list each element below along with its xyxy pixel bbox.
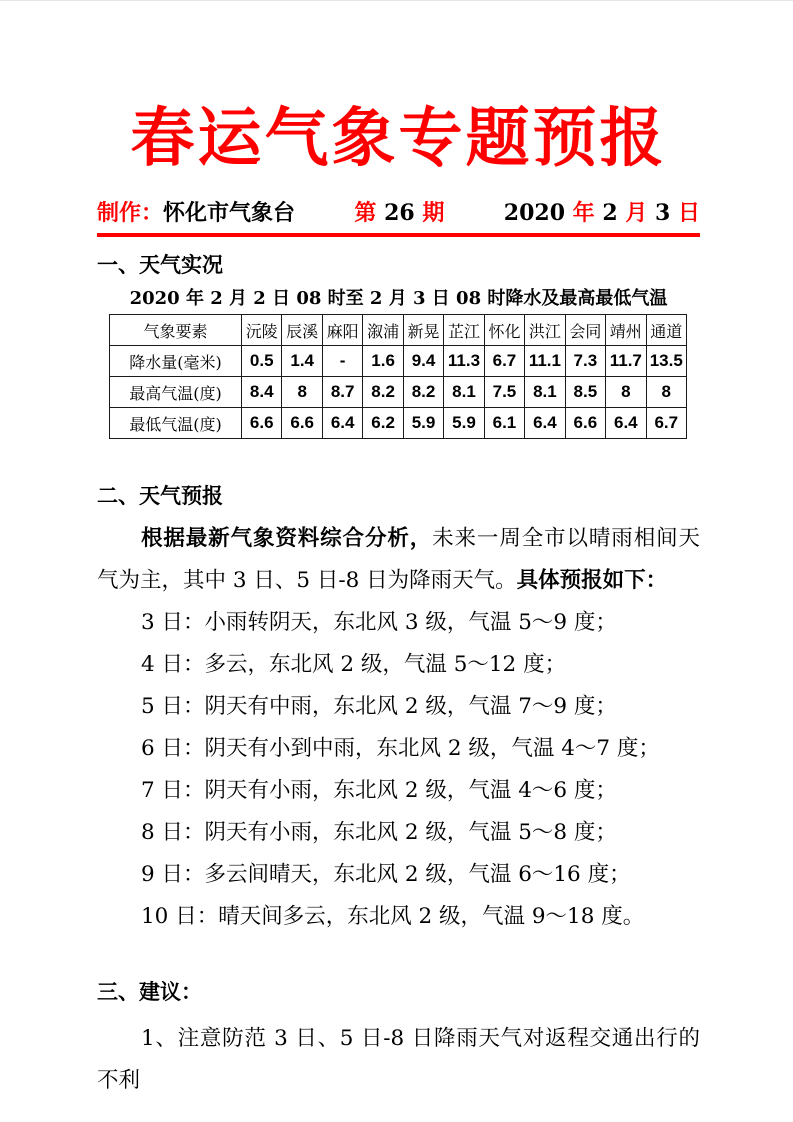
- header-station-name: 怀化: [484, 315, 524, 346]
- cell-value: 8: [282, 377, 322, 408]
- cell-value: 6.4: [322, 408, 362, 439]
- forecast-day-line: 5 日：阴天有中雨，东北风 2 级，气温 7～9 度；: [141, 694, 617, 719]
- header-station-name: 洪江: [525, 315, 565, 346]
- cell-value: 5.9: [403, 408, 443, 439]
- header-station-name: 溆浦: [363, 315, 403, 346]
- cell-value: 8.5: [565, 377, 605, 408]
- forecast-day-line: 4 日：多云，东北风 2 级，气温 5～12 度；: [141, 652, 567, 677]
- text-segment: 26: [384, 200, 415, 226]
- text-segment: 怀化市气象台: [163, 200, 296, 226]
- text-segment: 2020: [503, 200, 573, 226]
- row-label: 降水量(毫米): [110, 346, 242, 377]
- text-segment: 3: [647, 200, 678, 226]
- cell-value: 13.5: [646, 346, 686, 377]
- cell-value: 11.3: [444, 346, 484, 377]
- forecast-day-line: 10 日：晴天间多云，东北风 2 级，气温 9～18 度。: [141, 904, 645, 929]
- suggestion-line: 1、注意防范 3 日、5 日-8 日降雨天气对返程交通出行的不利: [97, 1026, 700, 1093]
- cell-value: 6.6: [242, 408, 282, 439]
- header-station-name: 会同: [565, 315, 605, 346]
- text-segment: 月: [625, 200, 648, 226]
- cell-value: 8.2: [403, 377, 443, 408]
- table-header-row: [110, 315, 687, 346]
- producer-line: [97, 200, 295, 226]
- header-station-name: 通道: [646, 315, 686, 346]
- cell-value: 8.1: [525, 377, 565, 408]
- forecast-day-line: 6 日：阴天有小到中雨，东北风 2 级，气温 4～7 度；: [141, 736, 660, 761]
- section-heading-forecast: 二、天气预报: [97, 485, 223, 508]
- header-station-name: 靖州: [606, 315, 646, 346]
- cell-value: 6.7: [484, 346, 524, 377]
- header-station-name: 新晃: [403, 315, 443, 346]
- weather-table: [109, 314, 687, 439]
- forecast-intro-paragraph: [97, 518, 700, 602]
- cell-value: 11.1: [525, 346, 565, 377]
- table-row: [110, 377, 687, 408]
- table-row: [110, 346, 687, 377]
- cell-value: 8: [606, 377, 646, 408]
- row-label: 最高气温(度): [110, 377, 242, 408]
- header-station-name: 沅陵: [242, 315, 282, 346]
- cell-value: 6.2: [363, 408, 403, 439]
- cell-value: 6.7: [646, 408, 686, 439]
- cell-value: 8.2: [363, 377, 403, 408]
- cell-value: 9.4: [403, 346, 443, 377]
- cell-value: 8.1: [444, 377, 484, 408]
- cell-value: 11.7: [606, 346, 646, 377]
- cell-value: 6.6: [282, 408, 322, 439]
- forecast-day-line: 7 日：阴天有小雨，东北风 2 级，气温 4～6 度；: [141, 778, 617, 803]
- cell-value: 6.6: [565, 408, 605, 439]
- page-title: 春运气象专题预报: [130, 101, 667, 176]
- cell-value: -: [322, 346, 362, 377]
- header-station-name: 芷江: [444, 315, 484, 346]
- suggestion-list: [97, 1018, 700, 1102]
- section-heading-suggestions: 三、建议：: [97, 981, 202, 1004]
- header-station-name: 辰溪: [282, 315, 322, 346]
- cell-value: 1.4: [282, 346, 322, 377]
- text-segment: 第: [354, 200, 385, 226]
- cell-value: 7.3: [565, 346, 605, 377]
- text-segment: 2: [594, 200, 626, 226]
- text-segment: 根据最新气象资料综合分析，: [141, 526, 433, 551]
- cell-value: 8.7: [322, 377, 362, 408]
- cell-value: 8.4: [242, 377, 282, 408]
- text-segment: 年: [572, 200, 595, 226]
- row-label: 最低气温(度): [110, 408, 242, 439]
- header-element-label: 气象要素: [110, 315, 242, 346]
- cell-value: 0.5: [242, 346, 282, 377]
- cell-value: 1.6: [363, 346, 403, 377]
- text-segment: 制作：: [97, 200, 164, 226]
- cell-value: 7.5: [484, 377, 524, 408]
- text-segment: 具体预报如下：: [516, 568, 668, 593]
- cell-value: 6.4: [606, 408, 646, 439]
- header-station-name: 麻阳: [322, 315, 362, 346]
- cell-value: 6.4: [525, 408, 565, 439]
- cell-value: 6.1: [484, 408, 524, 439]
- section-heading-weather-actual: 一、天气实况: [97, 254, 223, 277]
- text-segment: 未来一周全市以晴雨相间天气为主，其中 3 日、5 日-8 日为降雨天气。: [97, 526, 700, 593]
- forecast-day-line: 8 日：阴天有小雨，东北风 2 级，气温 5～8 度；: [141, 820, 617, 845]
- text-segment: 期: [414, 200, 445, 226]
- issue-date: [504, 200, 700, 226]
- issue-number: [354, 200, 444, 226]
- meta-row: [97, 200, 700, 237]
- forecast-day-line: 9 日：多云间晴天，东北风 2 级，气温 6～16 度；: [141, 862, 631, 887]
- forecast-day-line: 3 日：小雨转阴天，东北风 3 级，气温 5～9 度；: [141, 610, 617, 635]
- table-caption: 2020 年 2 月 2 日 08 时至 2 月 3 日 08 时降水及最高最低气温: [129, 288, 668, 309]
- forecast-day-list: [97, 602, 700, 938]
- cell-value: 5.9: [444, 408, 484, 439]
- cell-value: 8: [646, 377, 686, 408]
- text-segment: 日: [677, 200, 700, 226]
- table-row: [110, 408, 687, 439]
